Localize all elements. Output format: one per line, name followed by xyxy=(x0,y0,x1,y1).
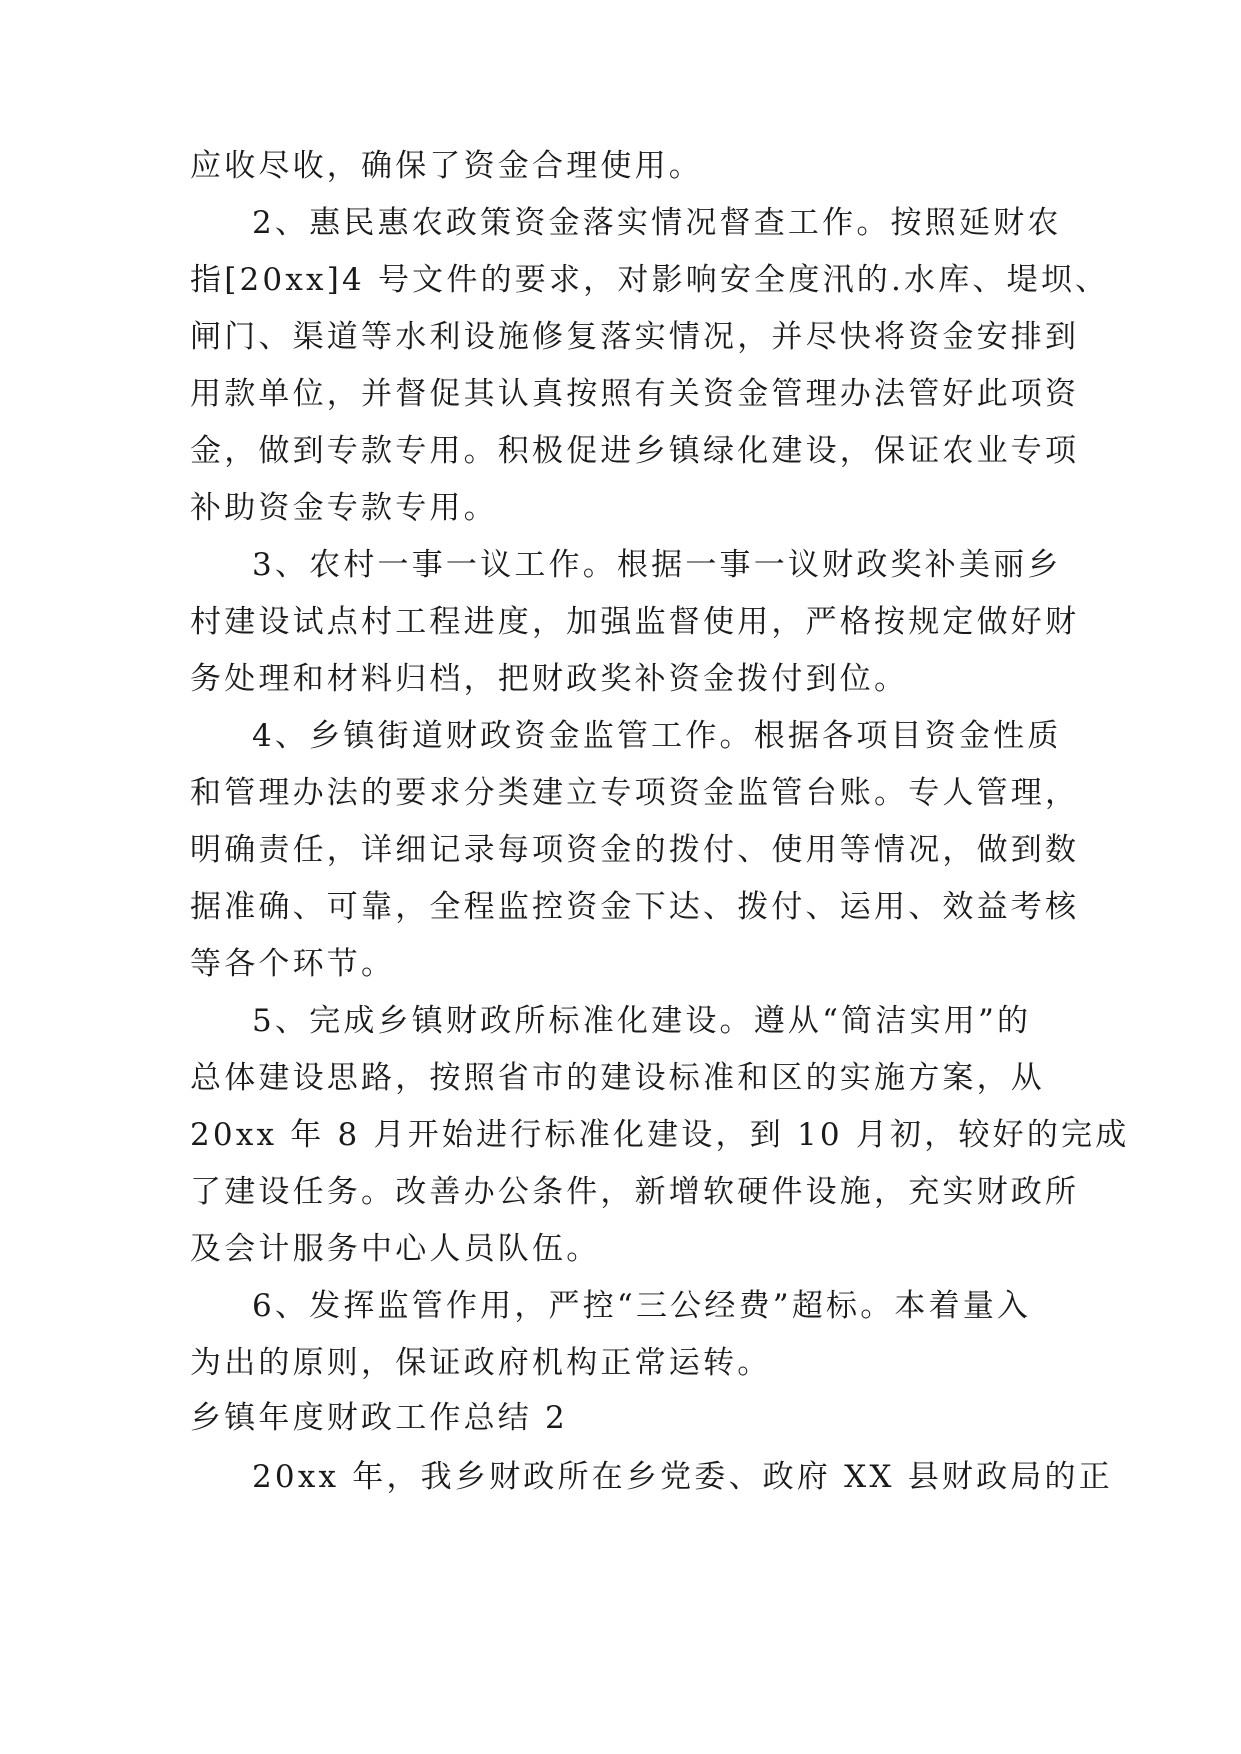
paragraph-line: 指[20xx]4 号文件的要求，对影响安全度汛的.水库、堤坝、 xyxy=(190,262,1110,298)
paragraph-line: 及会计服务中心人员队伍。 xyxy=(190,1231,601,1267)
paragraph-line: 2、惠民惠农政策资金落实情况督查工作。按照延财农 xyxy=(252,205,1062,241)
section-heading: 乡镇年度财政工作总结 2 xyxy=(190,1400,568,1436)
paragraph-line: 6、发挥监管作用，严控“三公经费”超标。本着量入 xyxy=(252,1288,1032,1324)
paragraph-line: 据准确、可靠，全程监控资金下达、拨付、运用、效益考核 xyxy=(190,889,1080,925)
paragraph-line: 5、完成乡镇财政所标准化建设。遵从“简洁实用”的 xyxy=(252,1003,1032,1039)
paragraph-line: 3、农村一事一议工作。根据一事一议财政奖补美丽乡 xyxy=(252,547,1062,583)
paragraph-line: 了建设任务。改善办公条件，新增软硬件设施，充实财政所 xyxy=(190,1174,1080,1210)
paragraph-line: 补助资金专款专用。 xyxy=(190,490,498,526)
paragraph-line: 务处理和材料归档，把财政奖补资金拨付到位。 xyxy=(190,661,909,697)
paragraph-line: 闸门、渠道等水利设施修复落实情况，并尽快将资金安排到 xyxy=(190,319,1080,355)
paragraph-line: 20xx 年，我乡财政所在乡党委、政府 XX 县财政局的正 xyxy=(252,1459,1113,1495)
paragraph-line: 用款单位，并督促其认真按照有关资金管理办法管好此项资 xyxy=(190,376,1080,412)
paragraph-line: 金，做到专款专用。积极促进乡镇绿化建设，保证农业专项 xyxy=(190,433,1080,469)
paragraph-line: 明确责任，详细记录每项资金的拨付、使用等情况，做到数 xyxy=(190,832,1080,868)
paragraph-line: 总体建设思路，按照省市的建设标准和区的实施方案，从 xyxy=(190,1060,1045,1096)
paragraph-line: 应收尽收，确保了资金合理使用。 xyxy=(190,148,703,184)
paragraph-line: 等各个环节。 xyxy=(190,946,396,982)
paragraph-line: 村建设试点村工程进度，加强监督使用，严格按规定做好财 xyxy=(190,604,1080,640)
paragraph-line: 20xx 年 8 月开始进行标准化建设，到 10 月初，较好的完成 xyxy=(190,1117,1130,1153)
paragraph-line: 和管理办法的要求分类建立专项资金监管台账。专人管理， xyxy=(190,775,1080,811)
paragraph-line: 为出的原则，保证政府机构正常运转。 xyxy=(190,1345,772,1381)
paragraph-line: 4、乡镇街道财政资金监管工作。根据各项目资金性质 xyxy=(252,718,1062,754)
